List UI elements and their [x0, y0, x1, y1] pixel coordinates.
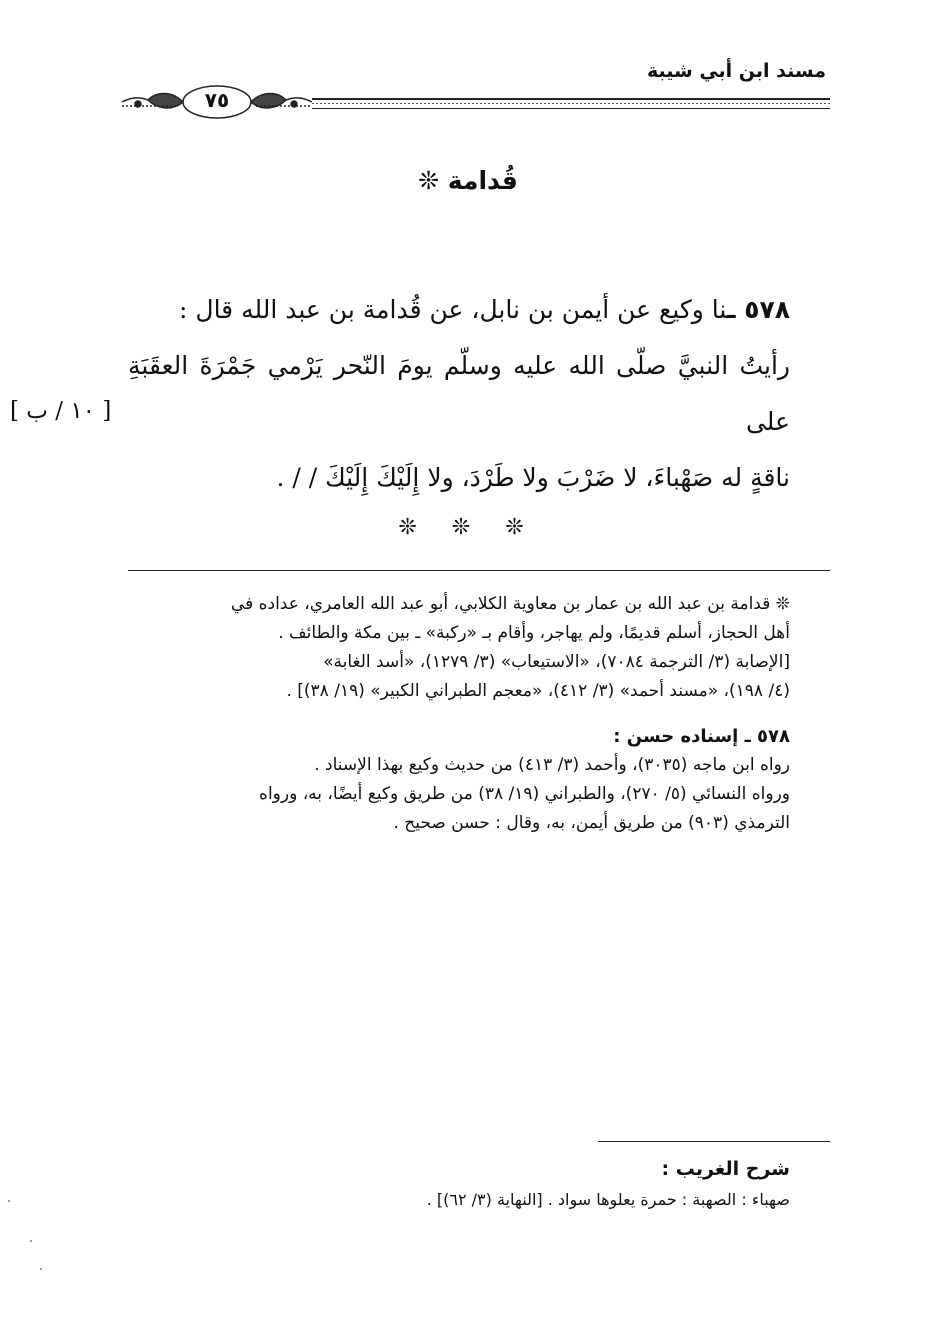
- hadith-line-3: ناقةٍ له صَهْباءَ، لا ضَرْبَ ولا طَرْدَ، ولا إِلَيْكَ إِلَيْكَ / / .: [276, 463, 790, 492]
- header-rule: [312, 98, 830, 109]
- biography-line: أهل الحجاز، أسلم قديمًا، ولم يهاجر، وأقام بـ «ركبة» ـ بين مكة والطائف .: [278, 623, 790, 643]
- footnotes: [128, 590, 790, 838]
- hadith-number: ٥٧٨ ـ: [726, 295, 790, 324]
- scan-speck: [40, 1268, 42, 1270]
- takhrij-line: الترمذي (٩٠٣) من طريق أيمن، به، وقال : حسن صحيح .: [393, 813, 790, 833]
- gloss-heading: شرح الغريب :: [661, 1158, 790, 1180]
- section-title: قُدامة ❊: [418, 166, 518, 195]
- takhrij-line: رواه ابن ماجه (٣٠٣٥)، وأحمد (٣/ ٤١٣) من حديث وكيع بهذا الإسناد .: [314, 755, 790, 775]
- hadith-line-1: [128, 282, 790, 338]
- scan-speck: [30, 1240, 32, 1242]
- hadith-isnad: نا وكيع عن أيمن بن نابل، عن قُدامة بن عبد الله قال :: [179, 295, 727, 324]
- gloss-entry: صهباء : الصهبة : حمرة يعلوها سواد . [النهاية (٣/ ٦٢)] .: [426, 1190, 790, 1209]
- page-number: ٧٥: [204, 88, 230, 112]
- biography-line: ❊ قدامة بن عبد الله بن عمار بن معاوية الكلابي، أبو عبد الله العامري، عداده في: [230, 594, 790, 614]
- takhrij-line: ورواه النسائي (٥/ ٢٧٠)، والطبراني (١٩/ ٣٨) من طريق وكيع أيضًا، به، ورواه: [259, 784, 790, 804]
- scan-speck: [8, 1200, 10, 1202]
- manuscript-folio-ref: [ ١٠ / ب ]: [10, 398, 112, 424]
- hadith-line-2: رأيتُ النبيَّ صلّى الله عليه وسلّم يومَ النّحر يَرْمي جَمْرَةَ العقَبَةِ على: [128, 351, 790, 436]
- biography-line: [الإصابة (٣/ الترجمة ٧٠٨٤)، «الاستيعاب» (٣/ ١٢٧٩)، «أسد الغابة»: [323, 652, 790, 672]
- hadith-text: [128, 282, 790, 506]
- section-separator: ❊ ❊ ❊: [398, 515, 538, 540]
- running-title: مسند ابن أبي شيبة: [646, 60, 826, 82]
- spacer: [128, 706, 790, 722]
- biography-line: (٤/ ١٩٨)، «مسند أحمد» (٣/ ٤١٢)، «معجم الطبراني الكبير» (١٩/ ٣٨)] .: [286, 681, 790, 701]
- takhrij-heading: ٥٧٨ ـ إسناده حسن :: [613, 726, 790, 747]
- gloss-rule: [598, 1141, 830, 1142]
- gloss-section: [128, 1158, 790, 1209]
- footnote-rule: [128, 570, 830, 571]
